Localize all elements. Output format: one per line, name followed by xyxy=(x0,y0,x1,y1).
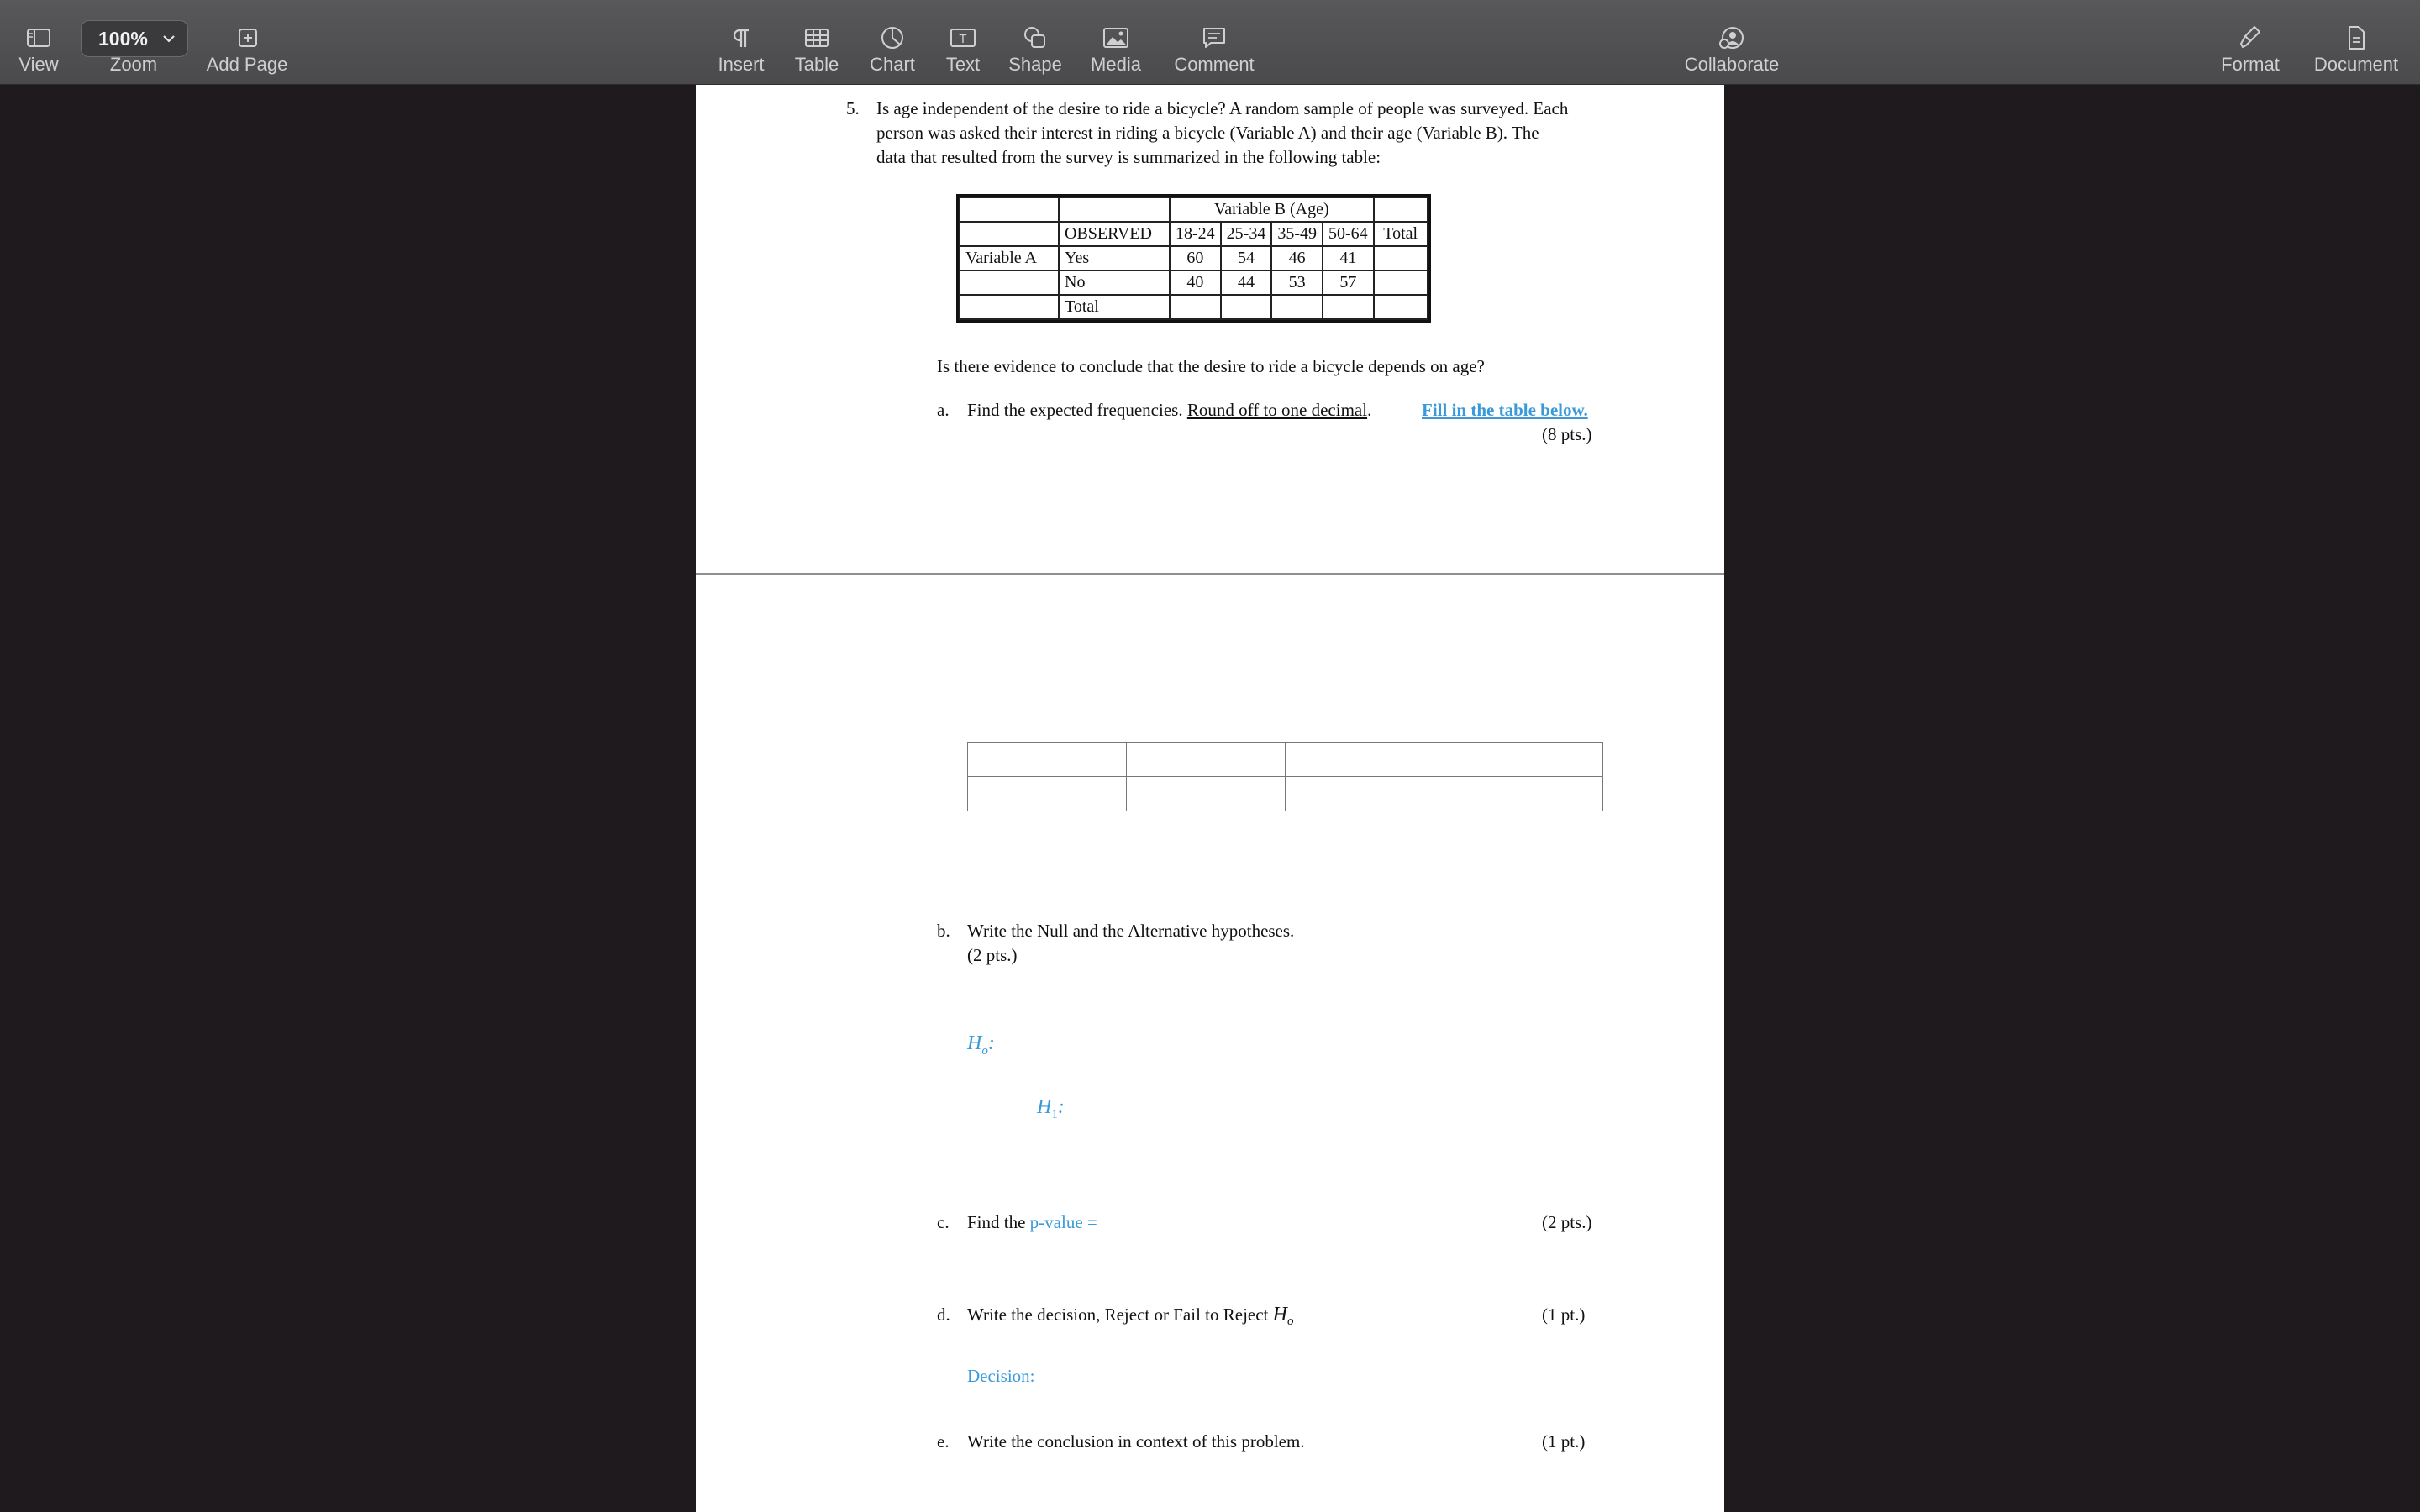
p-value-field[interactable]: p-value = xyxy=(1029,1212,1097,1232)
view-label: View xyxy=(18,54,59,75)
document-page[interactable] xyxy=(696,85,1724,1512)
expected-frequencies-table[interactable] xyxy=(967,742,1603,811)
table-cell[interactable] xyxy=(968,743,1127,777)
table-icon xyxy=(802,24,831,52)
collaborate-label: Collaborate xyxy=(1684,54,1780,75)
table-cell: 44 xyxy=(1221,270,1272,295)
insert-label: Insert xyxy=(718,54,765,75)
table-cell[interactable] xyxy=(968,777,1127,811)
page-break xyxy=(696,573,1724,575)
media-label: Media xyxy=(1091,54,1141,75)
image-icon xyxy=(1102,24,1130,52)
h1-subscript: 1 xyxy=(1051,1107,1058,1121)
part-a-period: . xyxy=(1367,400,1372,420)
part-d-instruction: Write the decision, Reject or Fail to Reject xyxy=(967,1305,1269,1325)
chart-label: Chart xyxy=(870,54,915,75)
table-cell[interactable] xyxy=(1444,777,1603,811)
add-page-label: Add Page xyxy=(206,54,288,75)
shape-label: Shape xyxy=(1008,54,1062,75)
table-cell[interactable] xyxy=(1444,743,1603,777)
table-header-row xyxy=(960,197,1428,222)
table-label: Table xyxy=(794,54,839,75)
part-e-points: (1 pt.) xyxy=(1542,1431,1586,1452)
part-b-letter: b. xyxy=(937,921,950,941)
table-row xyxy=(968,743,1603,777)
question-line-2: person was asked their interest in riding a bicycle (Variable A) and their age (Variable B). The xyxy=(876,123,1539,143)
part-b-points: (2 pts.) xyxy=(967,945,1018,965)
table-cell: 54 xyxy=(1221,246,1272,270)
fill-table-link[interactable]: Fill in the table below. xyxy=(1422,400,1588,420)
table-cell[interactable] xyxy=(1127,777,1286,811)
chart-button[interactable] xyxy=(859,0,926,84)
table-cell[interactable] xyxy=(1127,743,1286,777)
observed-table xyxy=(959,197,1428,320)
zoom-label: Zoom xyxy=(109,54,158,75)
table-cell: 57 xyxy=(1323,270,1374,295)
table-row xyxy=(968,777,1603,811)
toolbar xyxy=(0,0,2420,85)
part-c-letter: c. xyxy=(937,1212,950,1232)
comment-label: Comment xyxy=(1174,54,1255,75)
part-e-text: Write the conclusion in context of this problem. xyxy=(967,1431,1305,1452)
view-button[interactable] xyxy=(8,0,69,84)
column-header: 35-49 xyxy=(1271,222,1323,246)
paintbrush-icon xyxy=(2236,24,2265,52)
evidence-question: Is there evidence to conclude that the desire to ride a bicycle depends on age? xyxy=(937,356,1485,376)
part-d-text xyxy=(967,1304,1293,1332)
document-label: Document xyxy=(2313,54,2399,75)
h0-subscript: o xyxy=(981,1043,988,1058)
comment-button[interactable] xyxy=(1168,0,1260,84)
text-button[interactable] xyxy=(929,0,997,84)
table-cell: 46 xyxy=(1271,246,1323,270)
paragraph-icon xyxy=(727,24,755,52)
part-a-points: (8 pts.) xyxy=(1542,424,1592,444)
table-row xyxy=(960,246,1428,270)
column-header: 50-64 xyxy=(1323,222,1374,246)
collaborate-button[interactable] xyxy=(1677,0,1786,84)
table-cell: 60 xyxy=(1170,246,1221,270)
part-c-text xyxy=(967,1211,1097,1233)
question-line-1: Is age independent of the desire to ride a bicycle? A random sample of people was surveyed. Each xyxy=(876,98,1569,118)
h0-colon: : xyxy=(987,1032,995,1054)
part-e-letter: e. xyxy=(937,1431,950,1452)
table-cell: 41 xyxy=(1323,246,1374,270)
shape-button[interactable] xyxy=(1002,0,1069,84)
part-d-points: (1 pt.) xyxy=(1542,1305,1586,1325)
table-row xyxy=(960,222,1428,246)
document-icon xyxy=(2342,24,2370,52)
question-line-3: data that resulted from the survey is summarized in the following table: xyxy=(876,147,1381,167)
alternative-hypothesis[interactable] xyxy=(1037,1096,1065,1126)
table-cell xyxy=(1170,295,1221,319)
zoom-value: 100% xyxy=(98,28,148,50)
table-cell xyxy=(1271,295,1323,319)
format-label: Format xyxy=(2221,54,2280,75)
table-cell[interactable] xyxy=(1286,777,1444,811)
row-label: No xyxy=(1059,270,1170,295)
column-header: 25-34 xyxy=(1221,222,1272,246)
question-number: 5. xyxy=(846,98,860,118)
table-cell xyxy=(1374,246,1428,270)
text-icon-glyph: T xyxy=(959,32,967,46)
add-page-button[interactable] xyxy=(198,0,296,84)
format-button[interactable] xyxy=(2215,0,2286,84)
add-page-icon xyxy=(233,24,261,52)
shape-icon xyxy=(1021,24,1050,52)
part-b-text: Write the Null and the Alternative hypotheses. xyxy=(967,921,1295,941)
part-c-points: (2 pts.) xyxy=(1542,1212,1592,1232)
table-cell xyxy=(1374,295,1428,319)
comment-icon xyxy=(1200,24,1228,52)
insert-button[interactable] xyxy=(708,0,775,84)
table-cell xyxy=(1374,270,1428,295)
sidebar-icon xyxy=(24,24,53,52)
d-h-subscript: o xyxy=(1286,1315,1294,1329)
text-box-icon xyxy=(949,24,977,52)
table-row xyxy=(960,295,1428,319)
chart-icon xyxy=(878,24,907,52)
h1-symbol: H xyxy=(1037,1096,1052,1118)
variable-a-label: Variable A xyxy=(960,246,1059,270)
total-row-label: Total xyxy=(1059,295,1170,319)
media-button[interactable] xyxy=(1082,0,1150,84)
null-hypothesis[interactable] xyxy=(967,1032,995,1062)
table-cell xyxy=(1323,295,1374,319)
part-a-text xyxy=(967,399,1371,421)
table-row xyxy=(960,270,1428,295)
document-button[interactable] xyxy=(2309,0,2403,84)
observed-label: OBSERVED xyxy=(1059,222,1170,246)
text-label: Text xyxy=(945,54,981,75)
table-cell[interactable] xyxy=(1286,743,1444,777)
table-cell xyxy=(1221,295,1272,319)
part-a-underline: Round off to one decimal xyxy=(1186,400,1368,420)
column-header: 18-24 xyxy=(1170,222,1221,246)
part-c-instruction: Find the xyxy=(967,1212,1026,1232)
h1-colon: : xyxy=(1057,1096,1065,1118)
h0-symbol: H xyxy=(967,1032,982,1054)
row-label: Yes xyxy=(1059,246,1170,270)
variable-b-header: Variable B (Age) xyxy=(1170,197,1374,222)
d-h-symbol: H xyxy=(1272,1304,1287,1326)
table-cell: 40 xyxy=(1170,270,1221,295)
part-a-instruction: Find the expected frequencies. xyxy=(967,400,1183,420)
zoom-control[interactable] xyxy=(101,0,166,84)
column-header: Total xyxy=(1374,222,1428,246)
decision-field[interactable]: Decision: xyxy=(967,1366,1035,1386)
part-a-letter: a. xyxy=(937,400,950,420)
table-button[interactable] xyxy=(783,0,850,84)
table-cell: 53 xyxy=(1271,270,1323,295)
collaborate-icon xyxy=(1718,24,1746,52)
part-d-letter: d. xyxy=(937,1305,950,1325)
